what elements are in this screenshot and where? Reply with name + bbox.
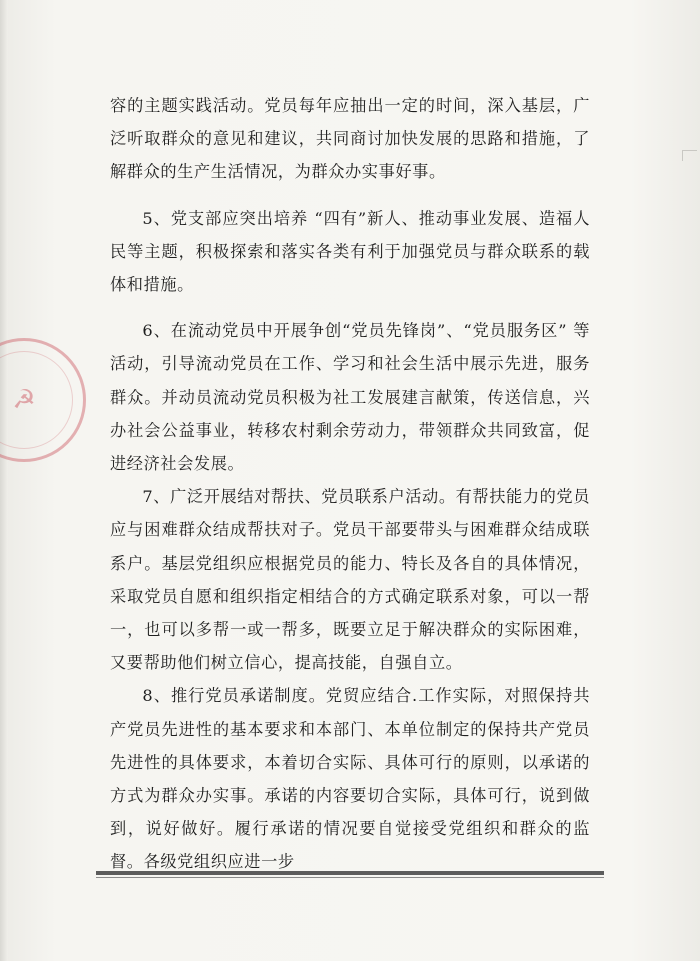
document-body xyxy=(110,89,590,879)
paragraph-item-5: 5、党支部应突出培养 “四有”新人、推动事业发展、造福人民等主题，积极探索和落实各类有利于加强党员与群众联系的载体和措施。 xyxy=(110,208,590,295)
paragraph-continuation: 容的主题实践活动。党员每年应抽出一定的时间，深入基层，广泛听取群众的意见和建议，共同商讨加快发展的思路和措施，了解群众的生产生活情况，为群众办实事好事。 xyxy=(110,96,590,182)
official-seal xyxy=(0,338,86,462)
paragraph-item-7: 7、广泛开展结对帮扶、党员联系户活动。有帮扶能力的党员应与困难群众结成帮扶对子。党员干部要带头与困难群众结成联系户。基层党组织应根据党员的能力、特长及各自的具体情况，采取党员自愿和组织指定相结合的方式确定联系对象，可以一帮一，也可以多帮一或一帮多，既要立足于解决群众的实际困难，又要帮助他们树立信心，提高技能，自强自立。 xyxy=(110,487,590,673)
paragraph-item-8: 8、推行党员承诺制度。党贸应结合.工作实际，对照保持共产党员先进性的基本要求和本部门、本单位制定的保持共产党员先进性的具体要求，本着切合实际、具体可行的原则，以承诺的方式为群众办实事。承诺的内容要切合实际，具体可行，说到做到，说好做好。履行承诺的情况要自觉接受党组织和群众的监督。各级党组织应进一步 xyxy=(110,686,590,872)
footer-rule-thin xyxy=(96,877,604,878)
page-corner-mark xyxy=(682,150,697,161)
page-edge-shadow xyxy=(0,0,8,961)
footer-rule xyxy=(96,871,604,875)
paragraph-item-6: 6、在流动党员中开展争创“党员先锋岗”、“党员服务区” 等活动，引导流动党员在工作、学习和社会生活中展示先进，服务群众。并动员流动党员积极为社工发展建言献策，传送信息，兴办社会公益事业，转移农村剩余劳动力，带领群众共同致富，促进经济社会发展。 xyxy=(110,321,590,474)
party-emblem-icon: ☭ xyxy=(12,385,36,415)
